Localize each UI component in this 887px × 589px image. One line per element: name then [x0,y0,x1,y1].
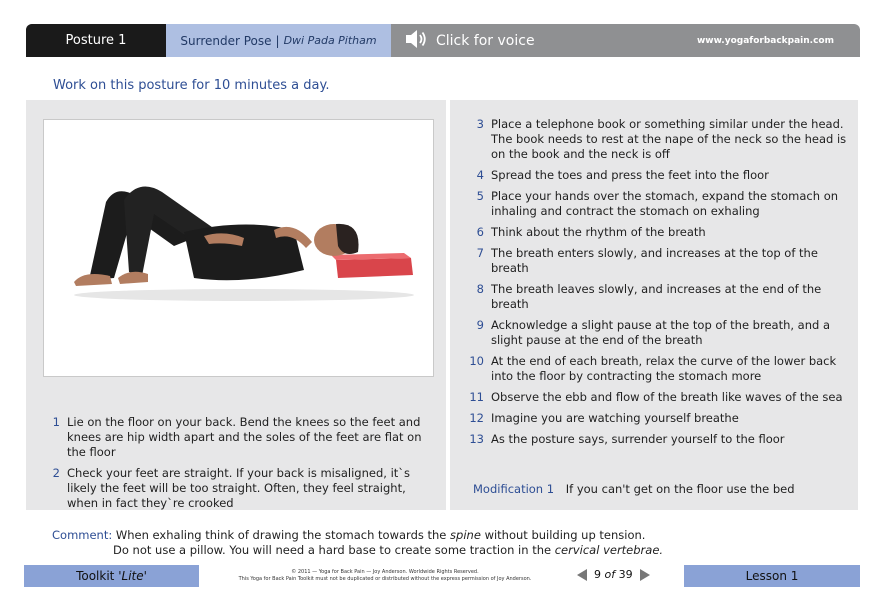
header-bar [26,24,860,57]
page-of: of [604,568,616,581]
step-number: 7 [476,246,484,260]
step-number: 10 [469,354,484,368]
modification-text: If you can't get on the floor use the bed [565,482,795,496]
speaker-icon [404,28,428,54]
site-url[interactable]: www.yogaforbackpain.com [696,35,834,46]
step-text: Place your hands over the stomach, expand the stomach on inhaling and contract the stomach on exhaling [491,189,839,218]
comment-text: When exhaling think of drawing the stomach towards the [115,528,447,542]
voice-button[interactable] [404,24,535,57]
step-text: Observe the ebb and flow of the breath like waves of the sea [491,390,843,404]
list-item [466,189,848,219]
step-number: 12 [469,411,484,425]
comment-text: Do not use a pillow. You will need a hard base to create some traction in the [113,543,552,557]
modification-note [473,482,795,496]
page-total: 39 [618,568,633,581]
step-number: 13 [469,432,484,446]
lesson-button[interactable] [684,565,860,587]
list-item [466,225,848,240]
list-item [466,390,848,405]
comment-block [52,528,663,558]
comment-label: Comment: [52,528,113,542]
list-item [42,466,437,511]
step-text: Check your feet are straight. If your back is misaligned, it`s likely the feet will be too straight. Often, they feel straight, when in fact they`re crooked [67,466,411,510]
list-item [466,318,848,348]
page-indicator [594,568,633,581]
copyright-line: This Yoga for Back Pain Toolkit must not be duplicated or distributed without the express permission of Joy Anderson. [238,576,532,582]
intro-text: Work on this posture for 10 minutes a day. [53,78,330,93]
toolkit-label: Toolkit [76,569,115,583]
step-number: 11 [469,390,484,404]
step-number: 4 [476,168,484,182]
step-number: 1 [52,415,60,429]
step-text: Place a telephone book or something similar under the head. The book needs to rest at the nape of the neck so the head is on the book and the neck is off [491,117,847,161]
step-text: Imagine you are watching yourself breathe [491,411,739,425]
steps-list-left [42,415,437,517]
page-current: 9 [594,568,601,581]
step-text: Spread the toes and press the feet into the floor [491,168,769,182]
step-text: The breath leaves slowly, and increases at the end of the breath [491,282,822,311]
step-number: 3 [476,117,484,131]
pose-name: Surrender Pose [180,33,272,48]
tab-pose-name[interactable] [166,24,391,57]
comment-text: without building up tension. [484,528,646,542]
comment-line-2 [52,543,663,558]
step-number: 8 [476,282,484,296]
copyright-line: © 2011 — Yoga for Back Pain — Joy Anderson. Worldwide Rights Reserved. [291,569,479,575]
comment-emphasis: spine [450,528,481,542]
comment-emphasis: cervical vertebrae. [554,543,664,557]
step-number: 6 [476,225,484,239]
list-item [466,168,848,183]
voice-label: Click for voice [436,32,535,49]
pose-separator: | [275,33,280,48]
tab-posture[interactable] [26,24,166,57]
list-item [42,415,437,460]
pager [577,568,650,581]
toolkit-button[interactable] [24,565,199,587]
step-number: 5 [476,189,484,203]
triangle-right-icon[interactable] [640,569,650,581]
lesson-label: Lesson 1 [745,569,799,583]
steps-list-right [466,117,848,453]
posture-photo [43,119,434,377]
step-text: The breath enters slowly, and increases at the top of the breath [491,246,818,275]
list-item [466,432,848,447]
posture-tab-label: Posture 1 [65,33,127,48]
list-item [466,411,848,426]
copyright-notice [210,569,560,583]
step-number: 2 [52,466,60,480]
list-item [466,117,848,162]
step-text: At the end of each breath, relax the curve of the lower back into the floor by contracting the stomach more [491,354,837,383]
modification-label[interactable]: Modification 1 [473,482,555,496]
list-item [466,246,848,276]
list-item [466,354,848,384]
step-number: 9 [476,318,484,332]
triangle-left-icon[interactable] [577,569,587,581]
step-text: Acknowledge a slight pause at the top of the breath, and a slight pause at the end of the breath [491,318,831,347]
step-text: Think about the rhythm of the breath [491,225,706,239]
step-text: As the posture says, surrender yourself to the floor [491,432,785,446]
step-text: Lie on the floor on your back. Bend the knees so the feet and knees are hip width apart and the soles of the feet are flat on the floor [67,415,422,459]
list-item [466,282,848,312]
pose-sanskrit-name: Dwi Pada Pitham [283,34,377,47]
comment-line-1 [52,528,663,543]
toolkit-edition: 'Lite' [118,569,147,583]
